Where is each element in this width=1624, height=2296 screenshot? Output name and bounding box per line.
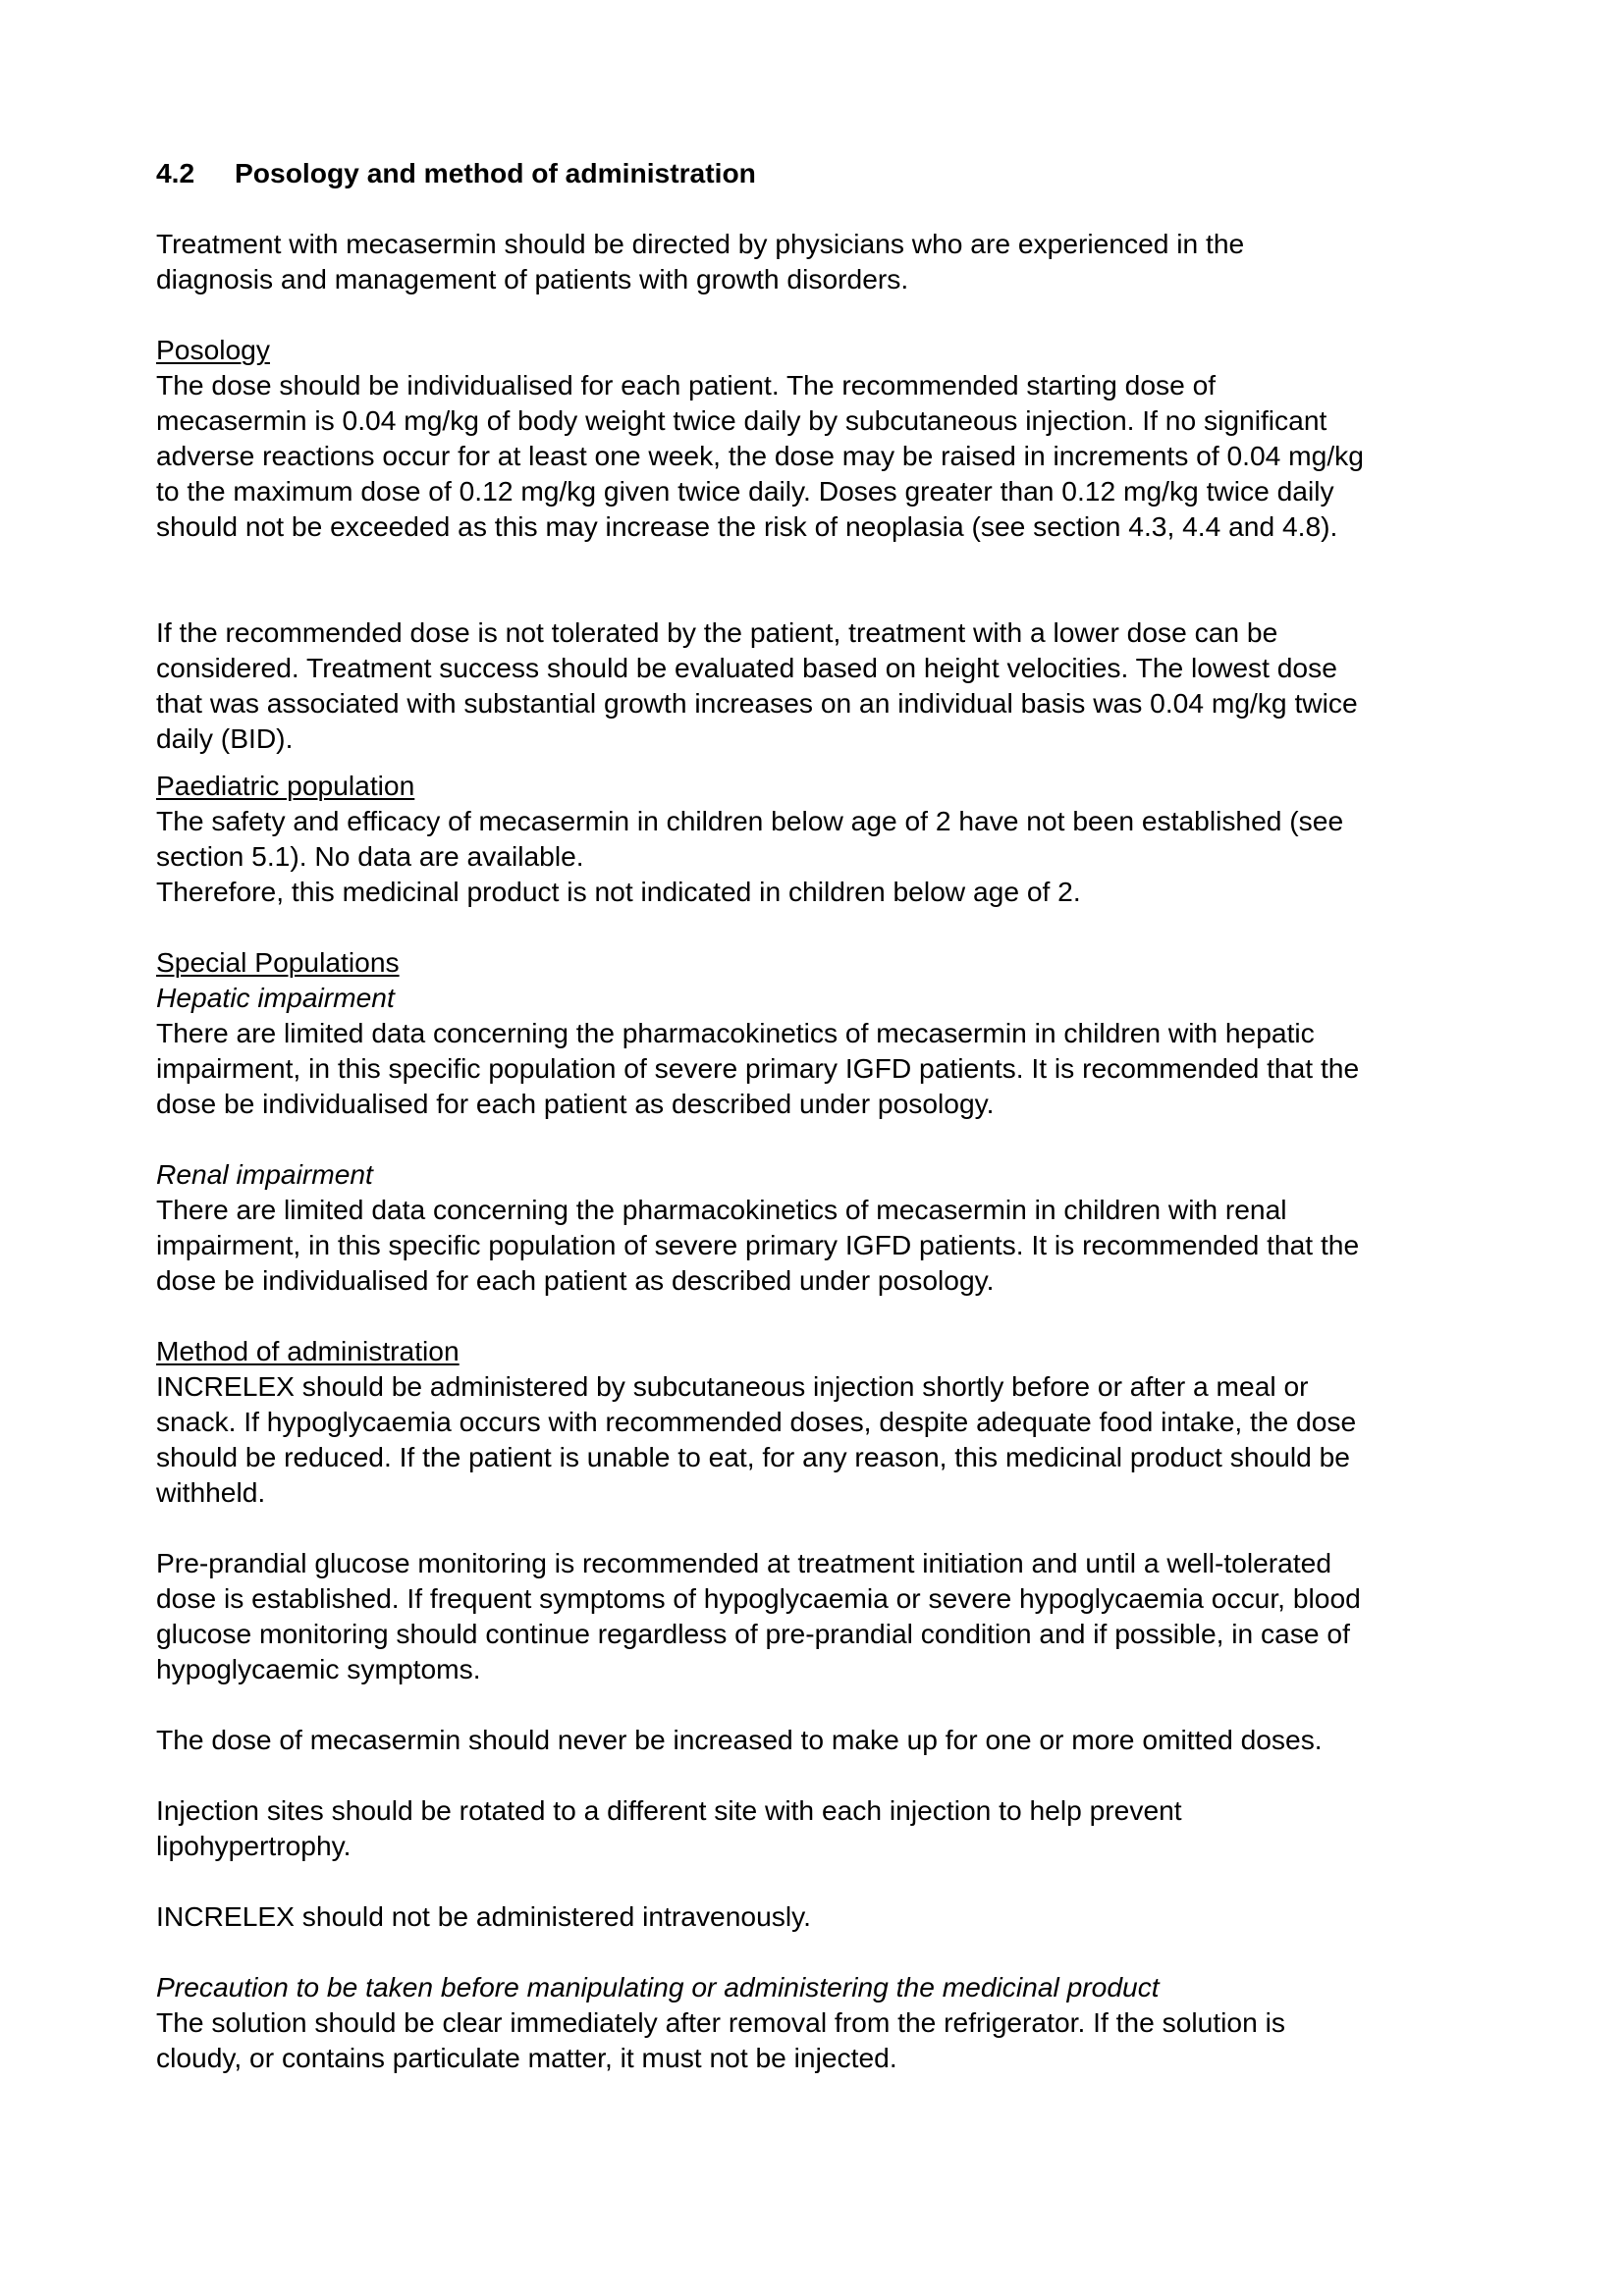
- method-heading: Method of administration: [156, 1335, 460, 1366]
- method-paragraph-2: Pre-prandial glucose monitoring is recommended at treatment initiation and until a well-tolerated dose is established. If frequent symptoms of hypoglycaemia or severe hypoglycaemia occur, blood glucose monitoring should continue regardless of pre-prandial condition and if possible, in case of hypoglycaemic symptoms.: [156, 1547, 1361, 1684]
- method-paragraph-5: INCRELEX should not be administered intravenously.: [156, 1900, 811, 1932]
- paediatric-paragraph: The safety and efficacy of mecasermin in children below age of 2 have not been established (see section 5.1). No data are available. Therefore, this medicinal product is not indicated in children below age of 2.: [156, 805, 1344, 907]
- special-populations-heading: Special Populations: [156, 946, 400, 978]
- section-number: 4.2: [156, 157, 195, 188]
- hepatic-impairment-heading: Hepatic impairment: [156, 982, 395, 1013]
- method-paragraph-4: Injection sites should be rotated to a different site with each injection to help prevent lipohypertrophy.: [156, 1794, 1182, 1861]
- intro-paragraph: Treatment with mecasermin should be directed by physicians who are experienced in the diagnosis and management of patients with growth disorders.: [156, 228, 1245, 294]
- section-heading: [156, 155, 1491, 190]
- precaution-heading: Precaution to be taken before manipulating or administering the medicinal product: [156, 1971, 1160, 2002]
- section-title: Posology and method of administration: [235, 157, 756, 188]
- method-paragraph-1: INCRELEX should be administered by subcutaneous injection shortly before or after a meal or snack. If hypoglycaemia occurs with recommended doses, despite adequate food intake, the dose should be reduced. If the patient is unable to eat, for any reason, this medicinal product should be withheld.: [156, 1370, 1357, 1508]
- precaution-paragraph: The solution should be clear immediately after removal from the refrigerator. If the solution is cloudy, or contains particulate matter, it must not be injected.: [156, 2006, 1285, 2073]
- paediatric-heading: Paediatric population: [156, 770, 415, 801]
- posology-heading: Posology: [156, 334, 270, 365]
- hepatic-impairment-paragraph: There are limited data concerning the pharmacokinetics of mecasermin in children with hepatic impairment, in this specific population of severe primary IGFD patients. It is recommended that the dose be individualised for each patient as described under posology.: [156, 1017, 1360, 1119]
- posology-paragraph-1: The dose should be individualised for each patient. The recommended starting dose of mecasermin is 0.04 mg/kg of body weight twice daily by subcutaneous injection. If no significant adverse reactions occur for at least one week, the dose may be raised in increments of 0.04 mg/kg to the maximum dose of 0.12 mg/kg given twice daily. Doses greater than 0.12 mg/kg twice daily should not be exceeded as this may increase the risk of neoplasia (see section 4.3, 4.4 and 4.8).: [156, 369, 1364, 542]
- renal-impairment-paragraph: There are limited data concerning the pharmacokinetics of mecasermin in children with renal impairment, in this specific population of severe primary IGFD patients. It is recommended that the dose be individualised for each patient as described under posology.: [156, 1194, 1360, 1296]
- posology-paragraph-2: If the recommended dose is not tolerated by the patient, treatment with a lower dose can be considered. Treatment success should be evaluated based on height velocities. The lowest dose that was associated with substantial growth increases on an individual basis was 0.04 mg/kg twice daily (BID).: [156, 616, 1358, 754]
- renal-impairment-heading: Renal impairment: [156, 1158, 373, 1190]
- method-paragraph-3: The dose of mecasermin should never be increased to make up for one or more omitted doses.: [156, 1724, 1323, 1755]
- document-body: [156, 155, 1491, 2075]
